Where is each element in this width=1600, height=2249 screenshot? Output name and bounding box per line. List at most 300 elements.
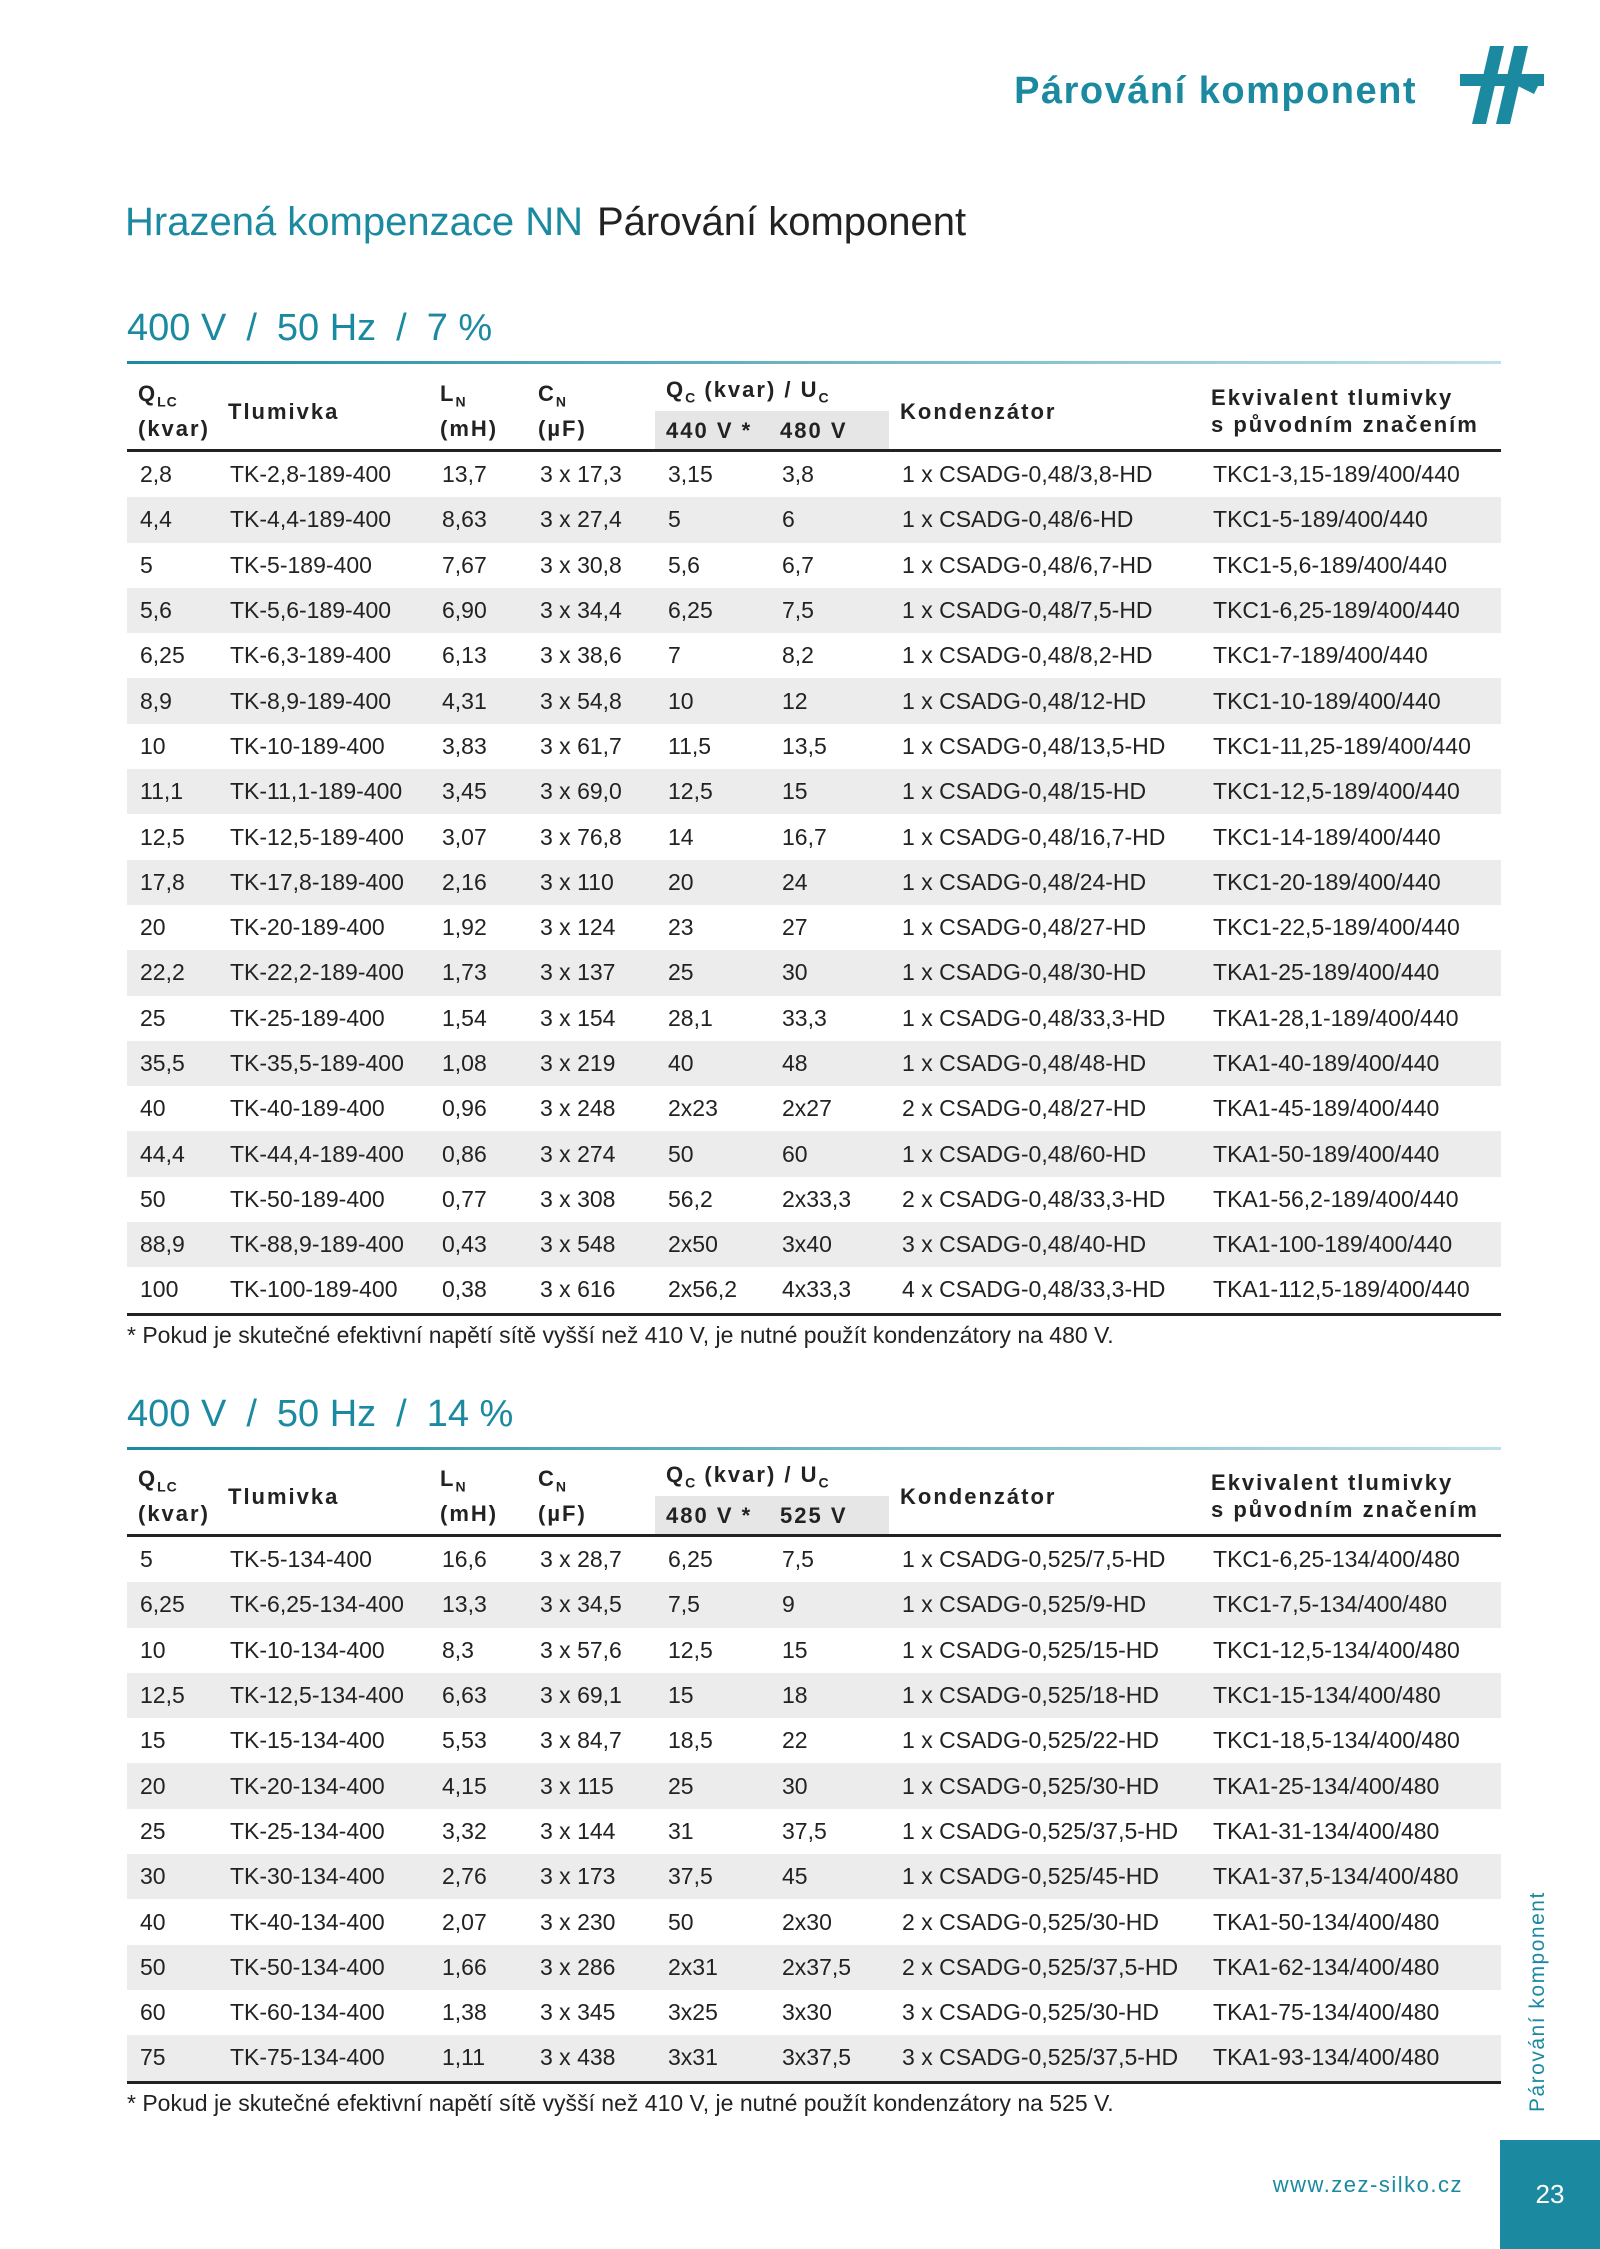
cell-q-lc: 22,2	[127, 950, 217, 995]
table-row	[127, 588, 1501, 633]
col-l-n-unit: (mH)	[440, 416, 499, 442]
table-body	[127, 1536, 1501, 2083]
cell-qc-1: 14	[668, 823, 694, 850]
cell-qc-1: 20	[655, 860, 769, 905]
cell-qc-1: 6,25	[655, 1536, 769, 1583]
cell-tlumivka: TK-20-134-400	[217, 1763, 429, 1808]
cell-kondenzator: 2 x CSADG-0,525/30-HD	[902, 1908, 1159, 1935]
cell-c-n: 3 x 61,7	[540, 732, 622, 759]
col-l-n-symbol: L	[440, 1465, 456, 1491]
section-percent: 7 %	[426, 307, 493, 349]
footnote-525v: * Pokud je skutečné efektivní napětí sítě vyšší než 410 V, je nutné použít kondenzátory na 525 V.	[127, 2090, 1114, 2116]
col-qc-unit: (kvar) / U	[696, 376, 819, 402]
col-qc-voltage-2: 480 V	[769, 411, 889, 451]
section-rule	[127, 361, 1501, 364]
cell-qc-2: 3x30	[782, 1999, 832, 2026]
cell-qc-2: 24	[769, 860, 889, 905]
cell-qc-2: 13,5	[782, 732, 827, 759]
cell-l-n: 4,31	[429, 678, 527, 723]
cell-l-n: 13,7	[429, 451, 527, 498]
cell-q-lc: 5,6	[127, 588, 217, 633]
cell-l-n: 6,63	[429, 1673, 527, 1718]
table-row	[127, 633, 1501, 678]
cell-qc-1: 3x31	[655, 2035, 769, 2082]
cell-qc-1: 2x31	[655, 1945, 769, 1990]
cell-kondenzator: 2 x CSADG-0,525/37,5-HD	[889, 1945, 1200, 1990]
col-qc-symbol: Q	[666, 1461, 686, 1487]
cell-ekvivalent: TKA1-45-189/400/440	[1213, 1095, 1440, 1122]
table-row	[127, 724, 1501, 769]
cell-ekvivalent: TKA1-25-189/400/440	[1200, 950, 1501, 995]
cell-ekvivalent: TKA1-31-134/400/480	[1213, 1817, 1440, 1844]
cell-qc-1: 25	[655, 1763, 769, 1808]
cell-q-lc: 20	[140, 914, 166, 941]
cell-q-lc: 15	[140, 1727, 166, 1754]
col-l-n-subscript: N	[455, 1478, 467, 1495]
cell-kondenzator: 1 x CSADG-0,48/60-HD	[889, 1131, 1200, 1176]
table-row	[127, 950, 1501, 995]
brand-logo-icon	[1456, 44, 1548, 126]
cell-c-n: 3 x 110	[527, 860, 655, 905]
cell-l-n: 16,6	[429, 1536, 527, 1583]
cell-qc-1: 2x23	[668, 1095, 718, 1122]
table-row	[127, 543, 1501, 588]
cell-c-n: 3 x 115	[527, 1763, 655, 1808]
col-c-n-subscript: N	[555, 393, 568, 410]
table-row	[127, 1763, 1501, 1808]
cell-q-lc: 5	[127, 1536, 217, 1583]
cell-qc-2: 8,2	[782, 642, 814, 669]
col-uc-subscript: C	[818, 389, 830, 405]
cell-tlumivka: TK-44,4-189-400	[217, 1131, 429, 1176]
cell-qc-1: 3x25	[668, 1999, 718, 2026]
cell-tlumivka: TK-12,5-189-400	[230, 823, 404, 850]
cell-qc-1: 2x50	[655, 1222, 769, 1267]
col-c-n	[527, 373, 655, 451]
table-row	[127, 451, 1501, 498]
cell-qc-1: 3,15	[655, 451, 769, 498]
cell-l-n: 3,32	[442, 1817, 487, 1844]
cell-kondenzator: 3 x CSADG-0,48/40-HD	[889, 1222, 1200, 1267]
col-q-lc	[127, 1458, 217, 1536]
cell-q-lc: 12,5	[127, 1673, 217, 1718]
cell-qc-2: 30	[769, 950, 889, 995]
cell-ekvivalent: TKC1-18,5-134/400/480	[1213, 1727, 1460, 1754]
cell-tlumivka: TK-30-134-400	[217, 1854, 429, 1899]
cell-q-lc: 25	[140, 1817, 166, 1844]
table-row	[127, 1854, 1501, 1899]
cell-ekvivalent: TKC1-5-189/400/440	[1200, 497, 1501, 542]
footnote-480v: * Pokud je skutečné efektivní napětí sítě vyšší než 410 V, je nutné použít kondenzátory na 480 V.	[127, 1322, 1114, 1348]
cell-tlumivka: TK-17,8-189-400	[217, 860, 429, 905]
cell-l-n: 13,3	[429, 1582, 527, 1627]
cell-tlumivka: TK-6,25-134-400	[217, 1582, 429, 1627]
col-l-n-subscript: N	[455, 393, 467, 410]
cell-c-n: 3 x 54,8	[527, 678, 655, 723]
cell-l-n: 3,45	[429, 769, 527, 814]
cell-q-lc: 12,5	[140, 823, 185, 850]
cell-qc-2: 30	[769, 1763, 889, 1808]
col-c-n-unit: (µF)	[538, 1501, 587, 1527]
cell-kondenzator: 1 x CSADG-0,48/6,7-HD	[902, 551, 1153, 578]
cell-q-lc: 8,9	[127, 678, 217, 723]
cell-qc-2: 12	[769, 678, 889, 723]
side-section-label: Párování komponent	[1526, 1891, 1549, 2112]
cell-qc-1: 7	[668, 642, 681, 669]
col-c-n-unit: (µF)	[538, 416, 587, 442]
col-l-n	[429, 373, 527, 451]
cell-ekvivalent: TKC1-6,25-134/400/480	[1200, 1536, 1501, 1583]
cell-kondenzator: 1 x CSADG-0,525/9-HD	[889, 1582, 1200, 1627]
cell-qc-1: 7,5	[655, 1582, 769, 1627]
cell-kondenzator: 1 x CSADG-0,48/48-HD	[889, 1041, 1200, 1086]
cell-ekvivalent: TKA1-40-189/400/440	[1200, 1041, 1501, 1086]
cell-c-n: 3 x 548	[527, 1222, 655, 1267]
cell-kondenzator: 4 x CSADG-0,48/33,3-HD	[889, 1267, 1200, 1314]
col-qc-voltage-2: 525 V	[769, 1496, 889, 1536]
cell-ekvivalent: TKC1-12,5-189/400/440	[1200, 769, 1501, 814]
table-row	[127, 1899, 1501, 1944]
col-c-n-subscript: N	[555, 1478, 568, 1495]
cell-q-lc: 17,8	[127, 860, 217, 905]
cell-ekvivalent: TKA1-100-189/400/440	[1200, 1222, 1501, 1267]
cell-kondenzator: 1 x CSADG-0,48/13,5-HD	[902, 732, 1166, 759]
cell-kondenzator: 3 x CSADG-0,525/30-HD	[902, 1999, 1159, 2026]
cell-q-lc: 44,4	[127, 1131, 217, 1176]
cell-tlumivka: TK-60-134-400	[230, 1999, 385, 2026]
col-qc-voltage-1: 480 V *	[655, 1496, 769, 1536]
cell-kondenzator: 1 x CSADG-0,48/24-HD	[889, 860, 1200, 905]
cell-qc-2: 48	[769, 1041, 889, 1086]
cell-qc-2: 2x30	[782, 1908, 832, 1935]
cell-qc-2: 15	[782, 1636, 808, 1663]
table-row	[127, 1628, 1501, 1673]
cell-q-lc: 75	[127, 2035, 217, 2082]
cell-qc-1: 25	[655, 950, 769, 995]
pairing-table-7-percent	[127, 373, 1501, 1316]
section-frequency: 50 Hz	[276, 1393, 377, 1435]
cell-qc-1: 6,25	[655, 588, 769, 633]
table-row	[127, 1582, 1501, 1627]
cell-ekvivalent: TKC1-7-189/400/440	[1213, 642, 1428, 669]
cell-l-n: 4,15	[429, 1763, 527, 1808]
col-qc-symbol: Q	[666, 376, 686, 402]
table-row	[127, 497, 1501, 542]
table-row	[127, 1267, 1501, 1314]
cell-l-n: 1,08	[429, 1041, 527, 1086]
col-kondenzator: Kondenzátor	[900, 398, 1057, 424]
cell-l-n: 0,77	[442, 1185, 487, 1212]
cell-c-n: 3 x 124	[540, 914, 616, 941]
cell-c-n: 3 x 27,4	[527, 497, 655, 542]
section-rule	[127, 1447, 1501, 1450]
cell-tlumivka: TK-50-189-400	[230, 1185, 385, 1212]
cell-kondenzator: 2 x CSADG-0,48/27-HD	[902, 1095, 1147, 1122]
cell-c-n: 3 x 219	[527, 1041, 655, 1086]
cell-tlumivka: TK-50-134-400	[217, 1945, 429, 1990]
cell-kondenzator: 1 x CSADG-0,48/16,7-HD	[902, 823, 1166, 850]
cell-c-n: 3 x 34,4	[527, 588, 655, 633]
cell-q-lc: 6,25	[140, 642, 185, 669]
cell-kondenzator: 1 x CSADG-0,48/30-HD	[889, 950, 1200, 995]
cell-c-n: 3 x 69,0	[527, 769, 655, 814]
cell-tlumivka: TK-15-134-400	[230, 1727, 385, 1754]
cell-qc-1: 23	[668, 914, 694, 941]
cell-qc-2: 2x37,5	[769, 1945, 889, 1990]
cell-qc-1: 56,2	[668, 1185, 713, 1212]
cell-qc-2: 18	[769, 1673, 889, 1718]
section-frequency: 50 Hz	[276, 307, 377, 349]
table-row	[127, 769, 1501, 814]
col-qc-unit: (kvar) / U	[696, 1461, 819, 1487]
cell-l-n: 0,86	[429, 1131, 527, 1176]
cell-qc-2: 45	[769, 1854, 889, 1899]
cell-kondenzator: 1 x CSADG-0,48/15-HD	[889, 769, 1200, 814]
cell-kondenzator: 1 x CSADG-0,48/7,5-HD	[889, 588, 1200, 633]
cell-ekvivalent: TKC1-15-134/400/480	[1200, 1673, 1501, 1718]
cell-l-n: 2,07	[442, 1908, 487, 1935]
cell-qc-1: 18,5	[668, 1727, 713, 1754]
section-title-14-percent: 400 V / 50 Hz / 14 %	[127, 1393, 514, 1435]
cell-qc-2: 2x27	[782, 1095, 832, 1122]
cell-tlumivka: TK-20-189-400	[230, 914, 385, 941]
cell-l-n: 8,3	[442, 1636, 474, 1663]
cell-qc-1: 12,5	[655, 769, 769, 814]
cell-l-n: 5,53	[442, 1727, 487, 1754]
cell-tlumivka: TK-5-134-400	[217, 1536, 429, 1583]
cell-l-n: 1,66	[429, 1945, 527, 1990]
cell-c-n: 3 x 137	[527, 950, 655, 995]
cell-q-lc: 50	[140, 1185, 166, 1212]
col-q-lc-symbol: Q	[138, 1465, 158, 1491]
cell-c-n: 3 x 144	[540, 1817, 616, 1844]
col-c-n	[527, 1458, 655, 1536]
cell-tlumivka: TK-8,9-189-400	[217, 678, 429, 723]
cell-tlumivka: TK-100-189-400	[217, 1267, 429, 1314]
cell-ekvivalent: TKA1-62-134/400/480	[1200, 1945, 1501, 1990]
cell-qc-2: 2x33,3	[782, 1185, 852, 1212]
cell-tlumivka: TK-10-189-400	[230, 732, 385, 759]
cell-qc-2: 7,5	[769, 1536, 889, 1583]
cell-c-n: 3 x 274	[527, 1131, 655, 1176]
cell-q-lc: 50	[127, 1945, 217, 1990]
cell-qc-2: 9	[769, 1582, 889, 1627]
col-qc-subscript: C	[685, 1474, 697, 1490]
cell-l-n: 2,16	[429, 860, 527, 905]
cell-l-n: 6,90	[429, 588, 527, 633]
table-row	[127, 1718, 1501, 1763]
cell-tlumivka: TK-25-189-400	[230, 1004, 385, 1031]
table-body	[127, 451, 1501, 1315]
col-qc-subscript: C	[685, 389, 697, 405]
page-title	[125, 200, 966, 245]
cell-c-n: 3 x 30,8	[540, 551, 622, 578]
table-row	[127, 1536, 1501, 1583]
cell-q-lc: 100	[127, 1267, 217, 1314]
cell-ekvivalent: TKA1-112,5-189/400/440	[1200, 1267, 1501, 1314]
col-c-n-symbol: C	[538, 1465, 556, 1491]
cell-ekvivalent: TKA1-93-134/400/480	[1200, 2035, 1501, 2082]
cell-c-n: 3 x 34,5	[527, 1582, 655, 1627]
table-row	[127, 1222, 1501, 1267]
cell-q-lc: 40	[140, 1095, 166, 1122]
cell-kondenzator: 2 x CSADG-0,48/33,3-HD	[902, 1185, 1166, 1212]
cell-qc-1: 50	[668, 1908, 694, 1935]
col-ekvivalent-line1: Ekvivalent tlumivky	[1211, 1470, 1454, 1495]
cell-l-n: 0,43	[429, 1222, 527, 1267]
cell-qc-2: 6,7	[782, 551, 814, 578]
page-title-main: Hrazená kompenzace NN	[125, 200, 583, 244]
table-row	[127, 1945, 1501, 1990]
cell-c-n: 3 x 28,7	[527, 1536, 655, 1583]
cell-ekvivalent: TKC1-7,5-134/400/480	[1200, 1582, 1501, 1627]
cell-ekvivalent: TKA1-25-134/400/480	[1200, 1763, 1501, 1808]
cell-qc-1: 5,6	[668, 551, 700, 578]
cell-qc-1: 15	[655, 1673, 769, 1718]
cell-ekvivalent: TKA1-28,1-189/400/440	[1213, 1004, 1459, 1031]
table-row	[127, 905, 1501, 950]
cell-tlumivka: TK-10-134-400	[230, 1636, 385, 1663]
cell-l-n: 7,67	[442, 551, 487, 578]
table-row	[127, 1990, 1501, 2035]
table-row	[127, 678, 1501, 723]
cell-qc-1: 11,5	[668, 732, 712, 759]
section-voltage: 400 V	[127, 307, 227, 349]
cell-l-n: 3,07	[442, 823, 487, 850]
table-row	[127, 1131, 1501, 1176]
cell-qc-1: 40	[655, 1041, 769, 1086]
cell-kondenzator: 1 x CSADG-0,48/12-HD	[889, 678, 1200, 723]
cell-qc-2: 7,5	[769, 588, 889, 633]
cell-qc-2: 3x37,5	[769, 2035, 889, 2082]
col-l-n	[429, 1458, 527, 1536]
cell-ekvivalent: TKC1-12,5-134/400/480	[1213, 1636, 1460, 1663]
table-row	[127, 996, 1501, 1041]
cell-c-n: 3 x 154	[540, 1004, 616, 1031]
col-c-n-symbol: C	[538, 380, 556, 406]
cell-l-n: 3,83	[442, 732, 487, 759]
cell-ekvivalent: TKC1-11,25-189/400/440	[1213, 732, 1471, 759]
col-qc-uc	[655, 1458, 889, 1496]
cell-c-n: 3 x 308	[540, 1185, 616, 1212]
col-qc-uc	[655, 373, 889, 411]
cell-q-lc: 6,25	[127, 1582, 217, 1627]
section-voltage: 400 V	[127, 1393, 227, 1435]
col-ekvivalent	[1200, 373, 1501, 451]
cell-q-lc: 10	[140, 1636, 166, 1663]
cell-qc-1: 12,5	[668, 1636, 713, 1663]
cell-qc-1: 10	[655, 678, 769, 723]
cell-c-n: 3 x 17,3	[527, 451, 655, 498]
cell-ekvivalent: TKC1-14-189/400/440	[1213, 823, 1441, 850]
col-uc-subscript: C	[818, 1474, 830, 1490]
cell-qc-1: 50	[655, 1131, 769, 1176]
col-q-lc-symbol: Q	[138, 380, 158, 406]
col-qc-voltage-1: 440 V *	[655, 411, 769, 451]
col-ekvivalent-line1: Ekvivalent tlumivky	[1211, 385, 1454, 410]
cell-l-n: 1,38	[442, 1999, 487, 2026]
cell-q-lc: 11,1	[127, 769, 217, 814]
cell-tlumivka: TK-35,5-189-400	[217, 1041, 429, 1086]
cell-l-n: 1,73	[429, 950, 527, 995]
table-row	[127, 814, 1501, 859]
cell-tlumivka: TK-25-134-400	[230, 1817, 385, 1844]
cell-kondenzator: 1 x CSADG-0,48/6-HD	[889, 497, 1200, 542]
col-q-lc	[127, 373, 217, 451]
cell-c-n: 3 x 76,8	[540, 823, 622, 850]
cell-c-n: 3 x 69,1	[527, 1673, 655, 1718]
cell-qc-2: 33,3	[782, 1004, 827, 1031]
cell-c-n: 3 x 230	[540, 1908, 616, 1935]
page-title-sub: Párování komponent	[597, 200, 967, 244]
cell-l-n: 0,38	[429, 1267, 527, 1314]
cell-kondenzator: 1 x CSADG-0,48/3,8-HD	[889, 451, 1200, 498]
cell-qc-2: 6	[769, 497, 889, 542]
cell-ekvivalent: TKC1-3,15-189/400/440	[1200, 451, 1501, 498]
cell-tlumivka: TK-5,6-189-400	[217, 588, 429, 633]
cell-tlumivka: TK-88,9-189-400	[217, 1222, 429, 1267]
website-link[interactable]: www.zez-silko.cz	[1272, 2172, 1463, 2197]
cell-c-n: 3 x 84,7	[540, 1727, 622, 1754]
cell-tlumivka: TK-2,8-189-400	[217, 451, 429, 498]
pairing-table-14-percent	[127, 1458, 1501, 2084]
cell-kondenzator: 3 x CSADG-0,525/37,5-HD	[889, 2035, 1200, 2082]
cell-l-n: 6,13	[442, 642, 487, 669]
cell-qc-1: 2x56,2	[655, 1267, 769, 1314]
cell-qc-2: 3,8	[769, 451, 889, 498]
cell-qc-2: 4x33,3	[769, 1267, 889, 1314]
cell-qc-2: 27	[782, 914, 808, 941]
col-q-lc-unit: (kvar)	[138, 416, 210, 442]
cell-q-lc: 60	[140, 1999, 166, 2026]
table-row	[127, 1041, 1501, 1086]
cell-kondenzator: 1 x CSADG-0,48/27-HD	[902, 914, 1147, 941]
cell-q-lc: 40	[140, 1908, 166, 1935]
cell-c-n: 3 x 38,6	[540, 642, 622, 669]
cell-qc-1: 5	[655, 497, 769, 542]
table-row	[127, 1086, 1501, 1131]
cell-kondenzator: 1 x CSADG-0,525/37,5-HD	[902, 1817, 1179, 1844]
cell-q-lc: 25	[140, 1004, 166, 1031]
cell-q-lc: 35,5	[127, 1041, 217, 1086]
cell-ekvivalent: TKC1-5,6-189/400/440	[1213, 551, 1448, 578]
cell-q-lc: 2,8	[127, 451, 217, 498]
cell-tlumivka: TK-5-189-400	[230, 551, 372, 578]
cell-q-lc: 4,4	[127, 497, 217, 542]
col-q-lc-subscript: LC	[157, 393, 178, 410]
cell-qc-2: 16,7	[782, 823, 827, 850]
table-header	[127, 1458, 1501, 1536]
cell-ekvivalent: TKC1-10-189/400/440	[1200, 678, 1501, 723]
cell-tlumivka: TK-22,2-189-400	[217, 950, 429, 995]
table-row	[127, 1177, 1501, 1222]
col-tlumivka: Tlumivka	[228, 398, 340, 424]
section-percent: 14 %	[426, 1393, 514, 1435]
cell-qc-2: 3x40	[769, 1222, 889, 1267]
cell-tlumivka: TK-12,5-134-400	[217, 1673, 429, 1718]
cell-kondenzator: 1 x CSADG-0,525/7,5-HD	[889, 1536, 1200, 1583]
table-row	[127, 2035, 1501, 2082]
cell-tlumivka: TK-4,4-189-400	[217, 497, 429, 542]
cell-c-n: 3 x 248	[540, 1095, 616, 1122]
cell-l-n: 1,92	[442, 914, 487, 941]
cell-c-n: 3 x 57,6	[540, 1636, 622, 1663]
cell-ekvivalent: TKA1-37,5-134/400/480	[1200, 1854, 1501, 1899]
table-row	[127, 1809, 1501, 1854]
cell-qc-2: 22	[782, 1727, 808, 1754]
cell-tlumivka: TK-11,1-189-400	[217, 769, 429, 814]
cell-l-n: 0,96	[442, 1095, 487, 1122]
